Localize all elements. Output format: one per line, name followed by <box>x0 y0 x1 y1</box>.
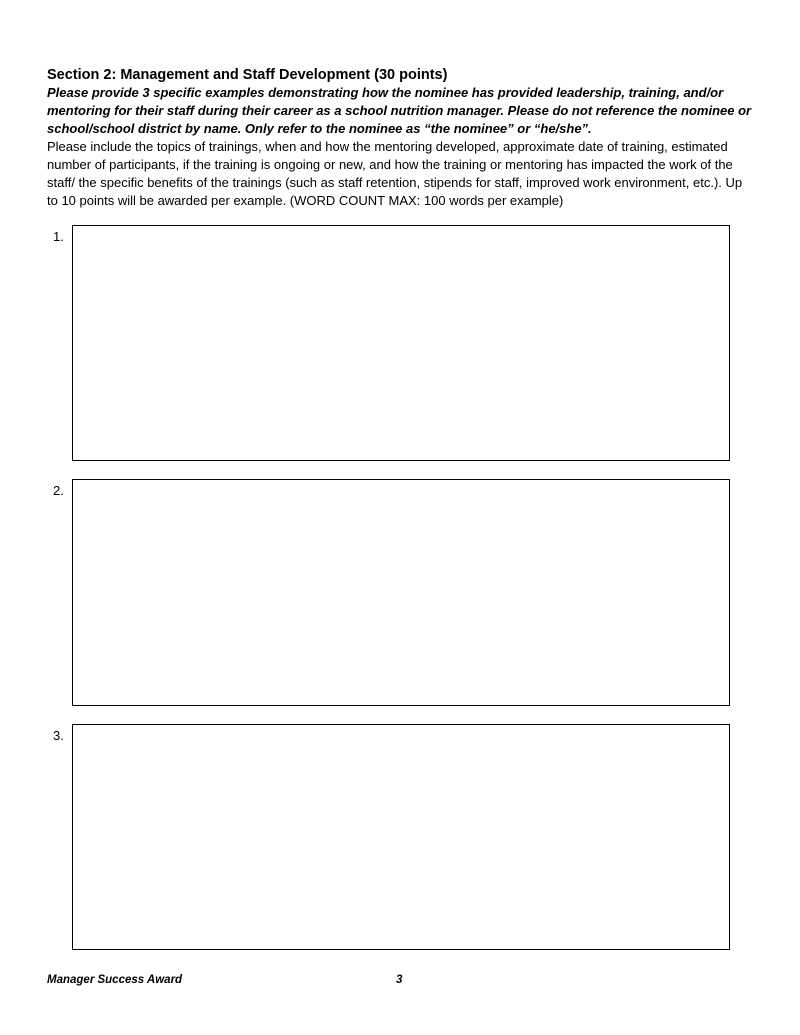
answer-box-2[interactable] <box>72 479 730 706</box>
answer-box-1[interactable] <box>72 225 730 461</box>
footer-page-number: 3 <box>396 974 403 986</box>
section-title: Section 2: Management and Staff Development (30 points) <box>47 67 448 83</box>
footer-title: Manager Success Award <box>47 974 183 986</box>
answer-number-2: 2. <box>53 483 64 498</box>
answer-box-3[interactable] <box>72 724 730 950</box>
section-header <box>47 66 753 210</box>
instructions-plain: Please include the topics of trainings, when and how the mentoring developed, approximate date of training, estimated number of participants, if the training is ongoing or new, and how the training or mentoring has impacted the work of the staff/ the specific benefits of the trainings (such as staff retention, stipends for staff, improved work environment, etc.). Up to 10 points will be awarded per example. (WORD COUNT MAX: 100 words per example) <box>47 139 743 208</box>
instructions-bold: Please provide 3 specific examples demonstrating how the nominee has provided leadership, training, and/or mentoring for their staff during their career as a school nutrition manager. Please do not reference the nominee or school/school district by name. Only refer to the nominee as “the nominee” or “he/she”. <box>47 85 752 136</box>
answer-number-1: 1. <box>53 229 64 244</box>
answer-number-3: 3. <box>53 728 64 743</box>
